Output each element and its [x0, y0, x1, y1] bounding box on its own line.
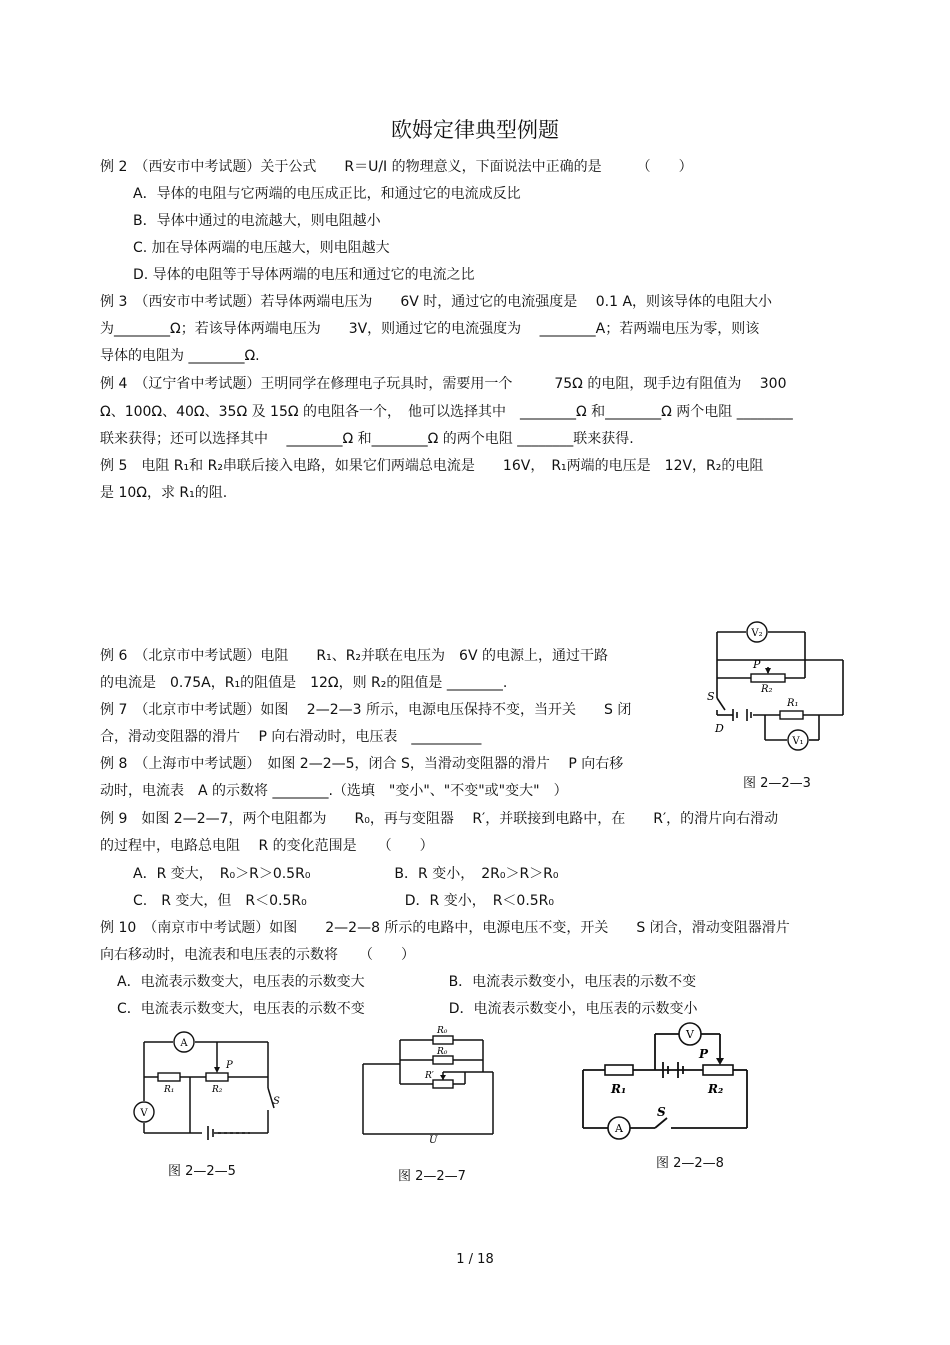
- example-5-line-2: 是 10Ω，求 R₁的阻.: [100, 485, 228, 501]
- voltmeter-v1-label: V₁: [792, 736, 804, 747]
- example-6-line-2: 的电流是 0.75A，R₁的阻值是 12Ω，则 R₂的阻值是 ________.: [100, 675, 508, 691]
- figure-2-2-8-caption: 图 2—2—8: [656, 1156, 724, 1171]
- battery-d-label: D: [715, 722, 724, 735]
- example-7-line-2: 合，滑动变阻器的滑片 P 向右滑动时，电压表 __________: [100, 729, 482, 745]
- source-u-label: U: [429, 1135, 438, 1146]
- switch-s-label: S: [273, 1096, 280, 1107]
- example-2-option-a: A．导体的电阻与它两端的电压成正比，和通过它的电流成反比: [133, 186, 521, 202]
- example-6-line-1: 例 6 （北京市中考试题）电阻 R₁、R₂并联在电压为 6V 的电源上，通过干路: [100, 648, 608, 664]
- figure-2-2-5-caption: 图 2—2—5: [168, 1164, 236, 1179]
- example-9-options-ab: A．R 变大， R₀＞R＞0.5R₀ B．R 变小， 2R₀＞R＞R₀: [133, 866, 559, 882]
- resistor-r1-label: R₁: [164, 1085, 175, 1095]
- figure-2-2-5-circuit: [130, 1030, 290, 1150]
- example-4-line-3: 联来获得；还可以选择其中 ________Ω 和________Ω 的两个电阻 ________联来获得.: [100, 431, 634, 447]
- example-4-line-2: Ω、100Ω、40Ω、35Ω 及 15Ω 的电阻各一个， 他可以选择其中 ________Ω 和________Ω 两个电阻 ________: [100, 404, 793, 420]
- example-10-options-ab: A．电流表示数变大，电压表的示数变大 B．电流表示数变小，电压表的示数不变: [117, 974, 697, 990]
- example-2-question: 例 2 （西安市中考试题）关于公式 R＝U/I 的物理意义，下面说法中正确的是 （ ）: [100, 159, 693, 175]
- example-9-line-2: 的过程中，电路总电阻 R 的变化范围是 （ ）: [100, 838, 434, 854]
- example-10-line-1: 例 10 （南京市中考试题）如图 2—2—8 所示的电路中，电源电压不变，开关 S 闭合，滑动变阻器滑片: [100, 920, 790, 936]
- figure-2-2-8-circuit: [575, 1020, 760, 1145]
- voltmeter-v-label: V: [686, 1028, 694, 1041]
- figure-2-2-7-caption: 图 2—2—7: [398, 1169, 466, 1184]
- page-title: 欧姆定律典型例题: [391, 118, 559, 142]
- slider-p-label: P: [226, 1060, 233, 1071]
- voltmeter-v2-label: V₂: [751, 628, 763, 639]
- example-2-option-c: C. 加在导体两端的电压越大，则电阻越大: [133, 240, 390, 256]
- example-7-line-1: 例 7 （北京市中考试题）如图 2—2—3 所示，电源电压保持不变，当开关 S 闭: [100, 702, 632, 718]
- resistor-r1-label: R₁: [611, 1082, 627, 1096]
- slider-p-label: P: [753, 658, 761, 671]
- figure-2-2-3-circuit: [705, 620, 855, 760]
- example-4-line-1: 例 4 （辽宁省中考试题）王明同学在修理电子玩具时，需要用一个 75Ω 的电阻，现手边有阻值为 300: [100, 376, 787, 392]
- example-8-line-1: 例 8 （上海市中考试题） 如图 2—2—5，闭合 S，当滑动变阻器的滑片 P 向右移: [100, 756, 624, 772]
- ammeter-a-label: A: [615, 1122, 623, 1135]
- rheostat-r2-label: R₂: [212, 1085, 223, 1095]
- example-3-line-1: 例 3 （西安市中考试题）若导体两端电压为 6V 时，通过它的电流强度是 0.1 A，则该导体的电阻大小: [100, 294, 773, 310]
- ammeter-a-label: A: [180, 1038, 188, 1049]
- switch-s-label: S: [657, 1105, 666, 1119]
- switch-s-label: S: [707, 690, 715, 703]
- slider-p-label: P: [699, 1047, 709, 1061]
- page-number: 1 / 18: [456, 1252, 494, 1267]
- example-3-line-3: 导体的电阻为 ________Ω.: [100, 348, 260, 364]
- example-9-line-1: 例 9 如图 2—2—7，两个电阻都为 R₀，再与变阻器 R′，并联接到电路中，在 R′，的滑片向右滑动: [100, 811, 779, 827]
- example-5-line-1: 例 5 电阻 R₁和 R₂串联后接入电路，如果它们两端总电流是 16V， R₁两端的电压是 12V，R₂的电阻: [100, 458, 764, 474]
- resistor-r0-top-label: R₀: [437, 1026, 448, 1036]
- example-9-options-cd: C. R 变大，但 R＜0.5R₀ D．R 变小， R＜0.5R₀: [133, 893, 555, 909]
- resistor-r0-middle-label: R₀: [437, 1047, 448, 1057]
- figure-2-2-3-caption: 图 2—2—3: [743, 776, 811, 791]
- figure-2-2-7-circuit: [355, 1022, 505, 1147]
- voltmeter-v-label: V: [140, 1108, 148, 1119]
- example-10-options-cd: C．电流表示数变大，电压表的示数不变 D．电流表示数变小，电压表的示数变小: [117, 1001, 698, 1017]
- example-2-option-d: D. 导体的电阻等于导体两端的电压和通过它的电流之比: [133, 267, 475, 283]
- example-10-line-2: 向右移动时，电流表和电压表的示数将 （ ）: [100, 947, 415, 963]
- rheostat-r-prime-label: R′: [425, 1071, 434, 1081]
- rheostat-r2-label: R₂: [708, 1082, 724, 1096]
- rheostat-r2-label: R₂: [761, 684, 773, 695]
- resistor-r1-label: R₁: [787, 698, 799, 709]
- example-2-option-b: B．导体中通过的电流越大，则电阻越小: [133, 213, 381, 229]
- example-8-line-2: 动时，电流表 A 的示数将 ________.（选填 "变小"、"不变"或"变大" ）: [100, 783, 568, 799]
- example-3-line-2: 为________Ω；若该导体两端电压为 3V，则通过它的电流强度为 ________A；若两端电压为零，则该: [100, 321, 760, 337]
